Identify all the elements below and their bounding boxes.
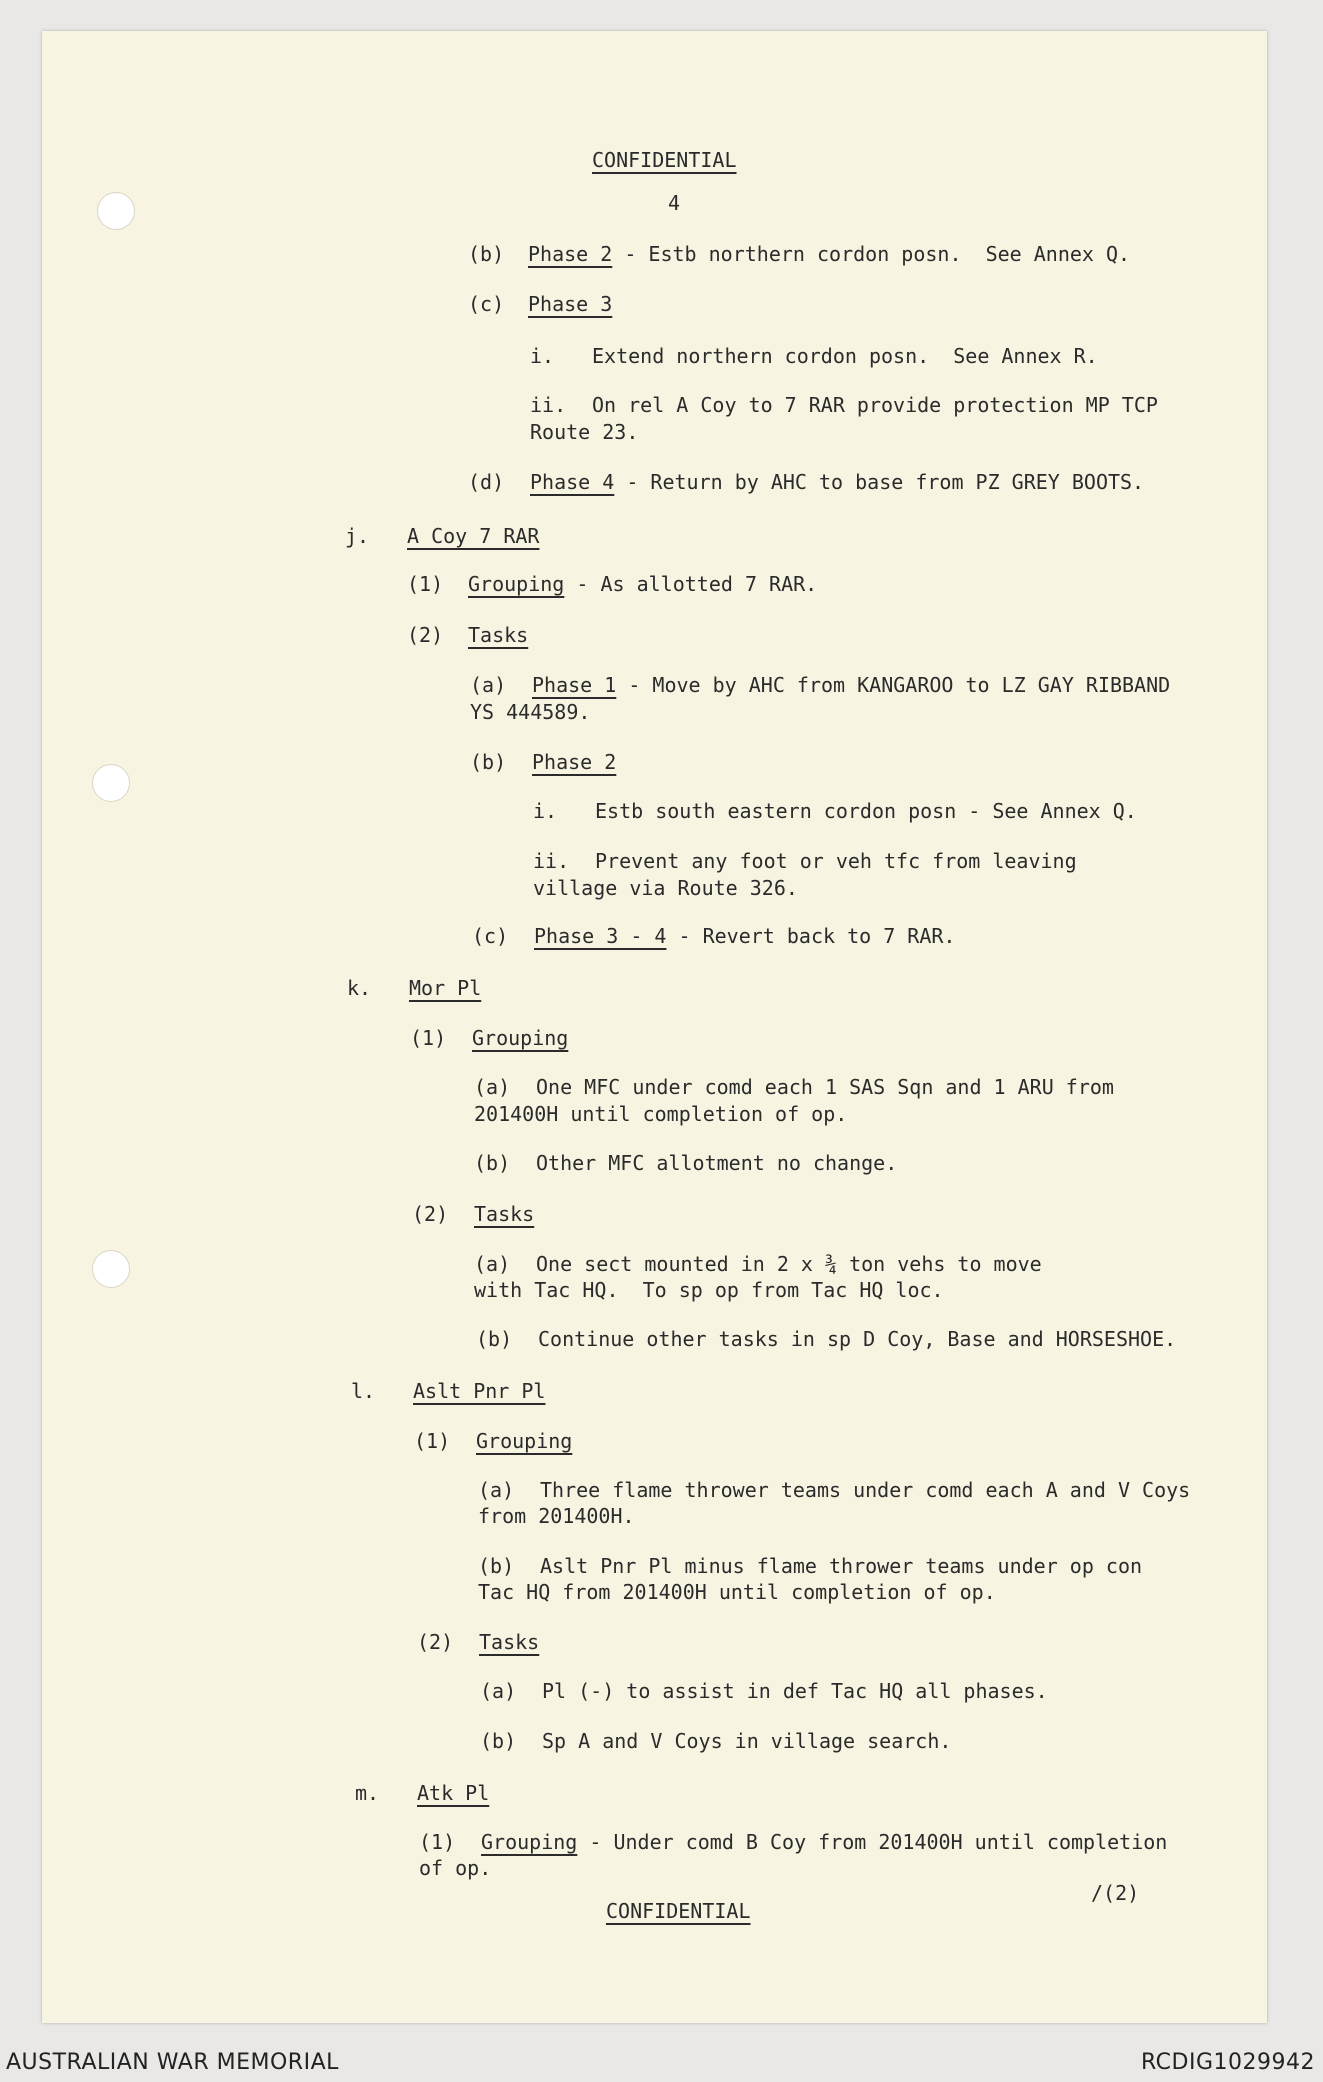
item-text: Continue other tasks in sp D Coy, Base and HORSESHOE. — [538, 1327, 1177, 1351]
item-label: (1) — [410, 1026, 447, 1050]
item-label: (1) — [419, 1830, 456, 1854]
tasks-title: Tasks — [468, 623, 529, 647]
item-label: ii. — [530, 393, 567, 417]
phase-title: Phase 2 — [532, 750, 617, 774]
item-text: Other MFC allotment no change. — [536, 1151, 898, 1175]
grouping-title: Grouping — [472, 1026, 569, 1050]
item-label: (a) — [470, 673, 507, 697]
grouping-line: Grouping - Under comd B Coy from 201400H until completion — [481, 1830, 1168, 1854]
phase-line: Phase 4 - Return by AHC to base from PZ GREY BOOTS. — [530, 470, 1145, 494]
grouping-line: Grouping - As allotted 7 RAR. — [468, 572, 818, 596]
classification-header: CONFIDENTIAL — [592, 148, 737, 172]
item-text: Prevent any foot or veh tfc from leaving — [595, 849, 1077, 873]
archive-source: AUSTRALIAN WAR MEMORIAL — [6, 2050, 339, 2075]
item-text: On rel A Coy to 7 RAR provide protection MP TCP — [592, 393, 1158, 417]
item-text: Aslt Pnr Pl minus flame thrower teams under op con — [540, 1554, 1143, 1578]
item-text: Estb south eastern cordon posn - See Annex Q. — [595, 799, 1137, 823]
item-text: Pl (-) to assist in def Tac HQ all phases. — [542, 1679, 1048, 1703]
item-text: 201400H until completion of op. — [474, 1102, 848, 1126]
item-text: with Tac HQ. To sp op from Tac HQ loc. — [474, 1278, 944, 1302]
item-label: i. — [530, 344, 555, 368]
item-text: Three flame thrower teams under comd each A and V Coys — [540, 1478, 1191, 1502]
document-page — [42, 31, 1267, 2023]
phase-title: Phase 3 — [528, 292, 613, 316]
section-label: j. — [345, 524, 370, 548]
tasks-title: Tasks — [474, 1202, 535, 1226]
item-label: (b) — [470, 750, 507, 774]
section-label: k. — [347, 976, 372, 1000]
item-label: (b) — [478, 1554, 515, 1578]
page-number: 4 — [668, 191, 681, 215]
section-title: Atk Pl — [417, 1781, 490, 1805]
item-text: One sect mounted in 2 x ¾ ton vehs to move — [536, 1252, 1042, 1276]
item-label: (2) — [412, 1202, 449, 1226]
item-text: Sp A and V Coys in village search. — [542, 1729, 952, 1753]
item-text: Route 23. — [530, 420, 639, 444]
item-label: (d) — [468, 470, 505, 494]
continuation-marker: /(2) — [1091, 1881, 1140, 1905]
item-text: Extend northern cordon posn. See Annex R. — [592, 344, 1098, 368]
section-title: Aslt Pnr Pl — [413, 1379, 546, 1403]
section-title: Mor Pl — [409, 976, 482, 1000]
item-label: (c) — [472, 924, 509, 948]
section-label: l. — [351, 1379, 376, 1403]
archive-id: RCDIG1029942 — [1140, 2050, 1315, 2075]
item-text: of op. — [419, 1856, 492, 1880]
item-text: from 201400H. — [478, 1504, 635, 1528]
item-label: i. — [533, 799, 558, 823]
phase-line: Phase 2 - Estb northern cordon posn. See Annex Q. — [528, 242, 1131, 266]
punch-hole — [92, 764, 130, 802]
item-text: Tac HQ from 201400H until completion of op. — [478, 1580, 996, 1604]
item-label: (a) — [474, 1252, 511, 1276]
tasks-title: Tasks — [479, 1630, 540, 1654]
item-label: (a) — [474, 1075, 511, 1099]
item-label: (c) — [468, 292, 505, 316]
item-label: (2) — [407, 623, 444, 647]
section-label: m. — [355, 1781, 380, 1805]
item-label: (1) — [407, 572, 444, 596]
phase-line: Phase 1 - Move by AHC from KANGAROO to LZ GAY RIBBAND — [532, 673, 1171, 697]
grouping-title: Grouping — [476, 1429, 573, 1453]
item-label: (b) — [468, 242, 505, 266]
item-text: One MFC under comd each 1 SAS Sqn and 1 ARU from — [536, 1075, 1114, 1099]
item-text: YS 444589. — [470, 700, 591, 724]
item-label: (1) — [414, 1429, 451, 1453]
item-text: village via Route 326. — [533, 876, 798, 900]
item-label: (b) — [476, 1327, 513, 1351]
item-label: (2) — [417, 1630, 454, 1654]
item-label: (b) — [474, 1151, 511, 1175]
classification-footer: CONFIDENTIAL — [606, 1899, 751, 1923]
item-label: (a) — [478, 1478, 515, 1502]
punch-hole — [97, 192, 135, 230]
item-label: ii. — [533, 849, 570, 873]
section-title: A Coy 7 RAR — [407, 524, 540, 548]
punch-hole — [92, 1250, 130, 1288]
item-label: (a) — [480, 1679, 517, 1703]
item-label: (b) — [480, 1729, 517, 1753]
phase-line: Phase 3 - 4 - Revert back to 7 RAR. — [534, 924, 956, 948]
